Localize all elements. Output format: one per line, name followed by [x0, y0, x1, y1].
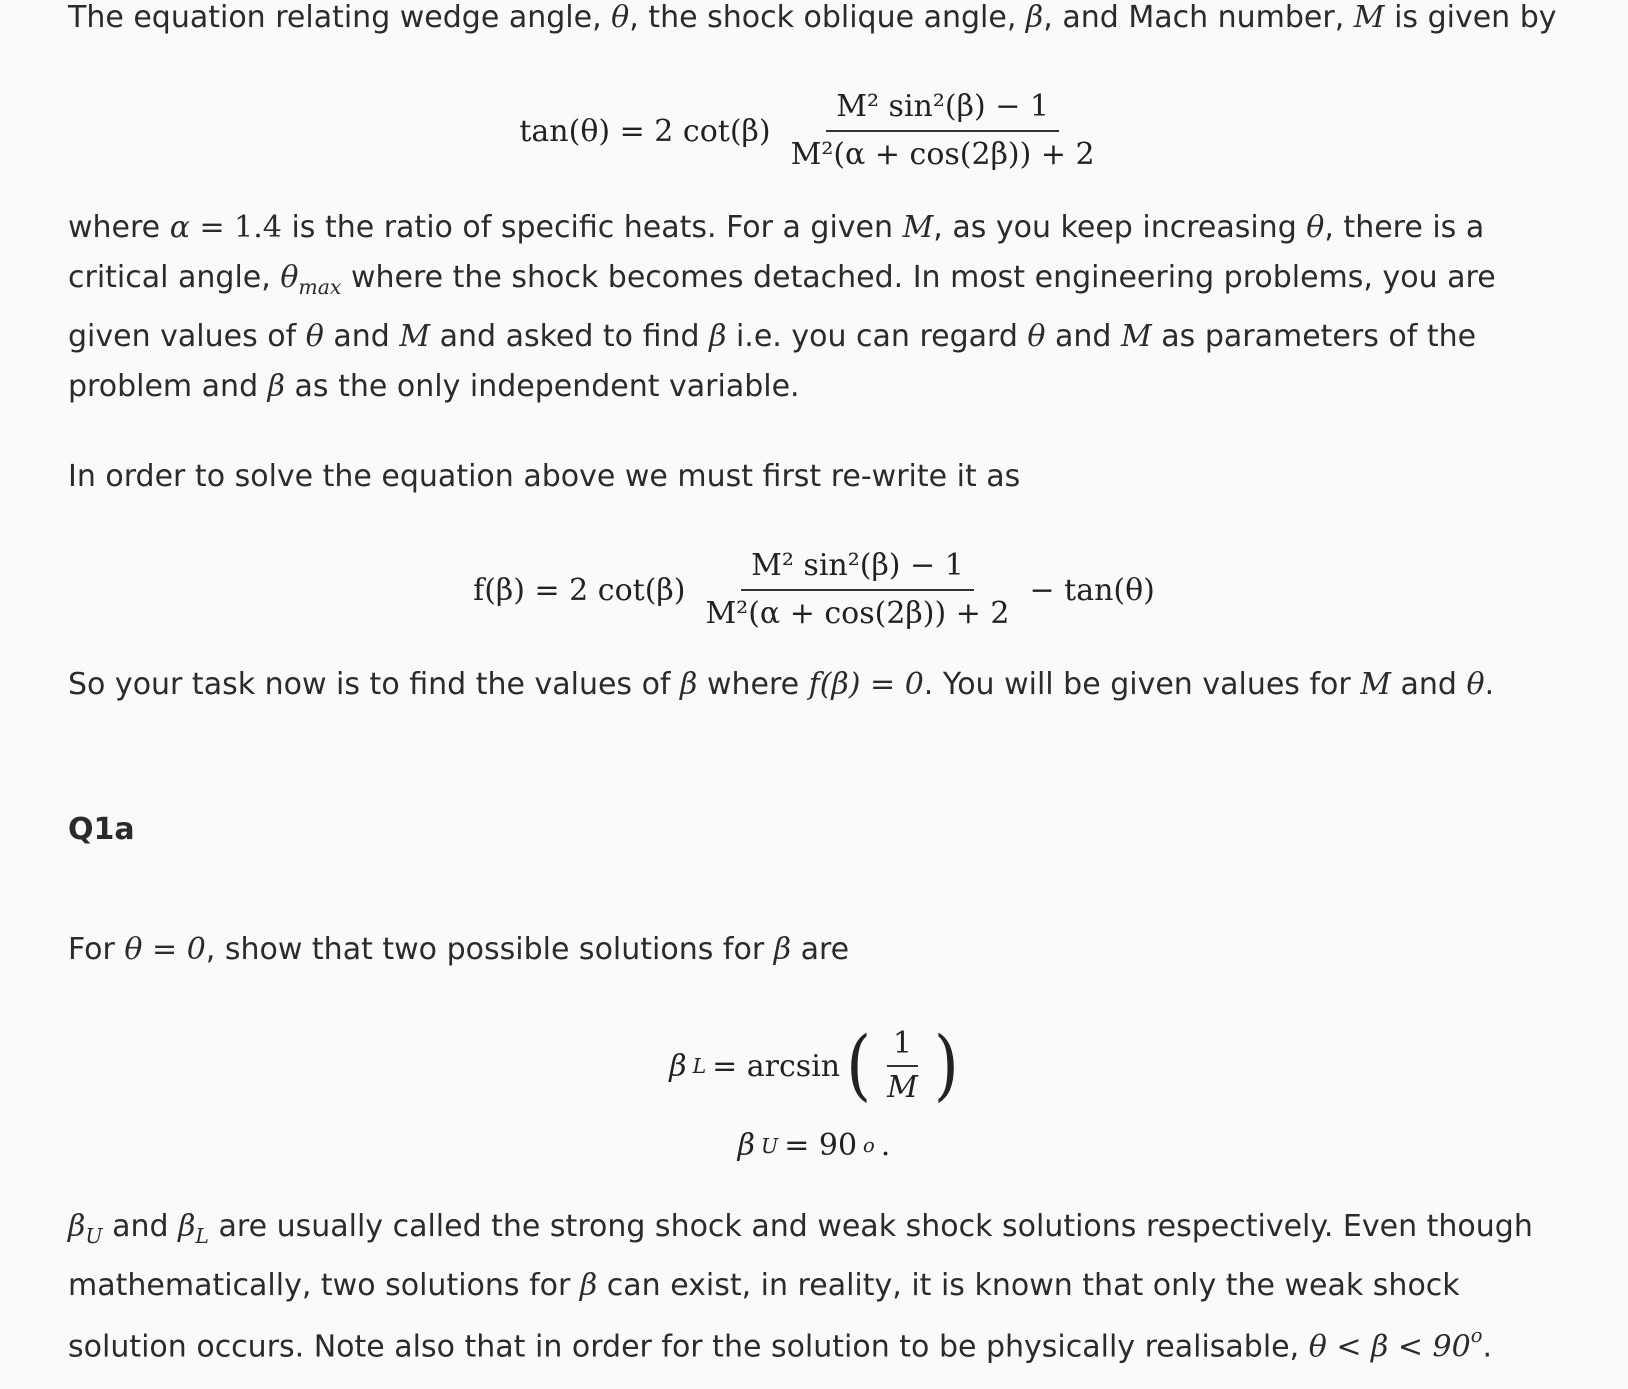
equation-beta-lower: β L = arcsin ( $\frac{1}{M}$ ): [669, 1021, 959, 1111]
equation-fraction: [695, 545, 1019, 635]
equation-fraction: [881, 1023, 924, 1109]
question-heading: Q1a: [68, 812, 135, 847]
fraction-numerator: M² sin²(β) − 1: [741, 545, 974, 591]
right-paren: ): [933, 1021, 959, 1111]
equation-arcsin: = arcsin: [712, 1048, 841, 1084]
fraction-denominator: M: [887, 1070, 918, 1105]
fraction-denominator: M²(α + cos(2β)) + 2: [790, 137, 1095, 172]
alpha-paragraph: where α = 1.4 is the ratio of specific heats. For a given M, as you keep increasing θ, there is a critical angle, $\theta_{max}$ where the shock becomes detached. In most engineering problems, you are given values of θ and M and asked to find β i.e. you can regard θ and M as parameters of the problem and β as the only independent variable.: [68, 210, 1496, 405]
task-paragraph: So your task now is to find the values of β where f(β) = 0. You will be given values for M and θ.: [68, 667, 1495, 702]
fraction-numerator: 1: [887, 1023, 918, 1067]
equation-lhs: f(β) = 2 cot(β): [473, 572, 686, 608]
equation-tan-theta: [0, 86, 1628, 176]
fraction-numerator: M² sin²(β) − 1: [826, 86, 1059, 132]
equation-f-beta: [0, 545, 1628, 635]
equation-lhs: tan(θ) = 2 cot(β): [519, 113, 771, 149]
question-paragraph: For θ = 0, show that two possible solutions for β are: [68, 932, 850, 967]
rewrite-paragraph: In order to solve the equation above we must first re-write it as: [68, 459, 1021, 494]
fraction-denominator: M²(α + cos(2β)) + 2: [705, 596, 1010, 631]
intro-paragraph: The equation relating wedge angle, θ, the shock oblique angle, β, and Mach number, M is given by: [68, 0, 1557, 35]
equation-tail: − tan(θ): [1029, 572, 1155, 608]
equation-fraction: [781, 86, 1105, 176]
equation-beta-upper: β U = 90 o .: [737, 1128, 891, 1163]
left-paren: (: [846, 1021, 872, 1111]
conclusion-paragraph: $\beta_U$ and $\beta_L$ are usually called the strong shock and weak shock solutions respectively. Even though mathematically, two solutions for β can exist, in reality, it is known that only the weak shock solution occurs. Note also that in order for the solution to be physically realisable, $\theta < \beta < 90^o$.: [68, 1209, 1533, 1365]
